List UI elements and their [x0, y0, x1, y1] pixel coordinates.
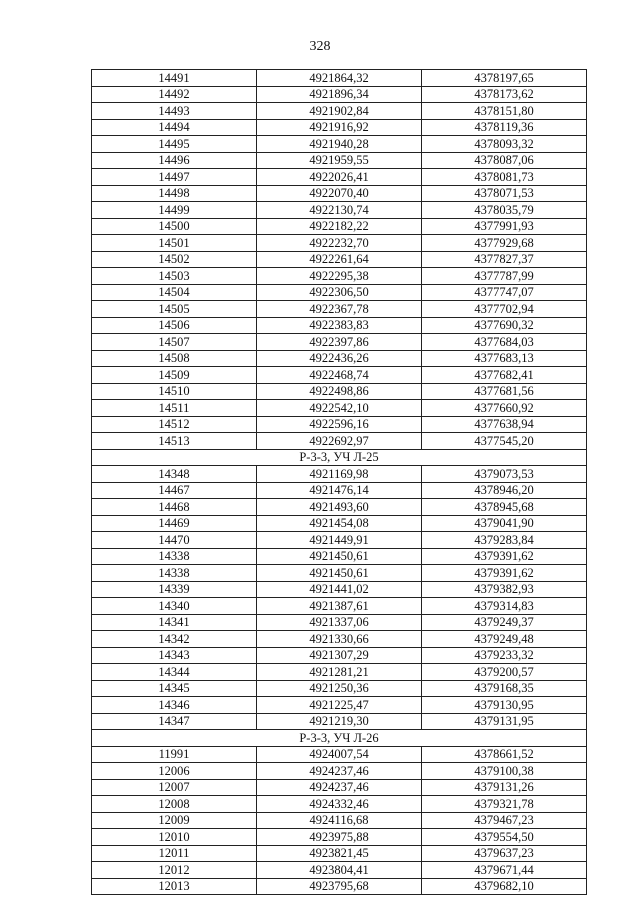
point-number-cell: 14343 [92, 647, 257, 664]
table-row [92, 268, 587, 285]
y-coordinate-cell: 4379314,83 [422, 598, 587, 615]
table-row [92, 614, 587, 631]
table-row [92, 136, 587, 153]
table-row [92, 119, 587, 136]
y-coordinate-cell: 4377683,13 [422, 350, 587, 367]
y-coordinate-cell: 4378946,20 [422, 482, 587, 499]
section-title: Р-3-3, УЧ Л-25 [92, 449, 587, 466]
x-coordinate-cell: 4921916,92 [257, 119, 422, 136]
x-coordinate-cell: 4924007,54 [257, 746, 422, 763]
x-coordinate-cell: 4922261,64 [257, 251, 422, 268]
point-number-cell: 14467 [92, 482, 257, 499]
point-number-cell: 14348 [92, 466, 257, 483]
table-row [92, 152, 587, 169]
x-coordinate-cell: 4922070,40 [257, 185, 422, 202]
x-coordinate-cell: 4924332,46 [257, 796, 422, 813]
y-coordinate-cell: 4378945,68 [422, 499, 587, 516]
y-coordinate-cell: 4377702,94 [422, 301, 587, 318]
x-coordinate-cell: 4922182,22 [257, 218, 422, 235]
point-number-cell: 14510 [92, 383, 257, 400]
table-row [92, 169, 587, 186]
y-coordinate-cell: 4377681,56 [422, 383, 587, 400]
y-coordinate-cell: 4378093,32 [422, 136, 587, 153]
table-row [92, 400, 587, 417]
point-number-cell: 14505 [92, 301, 257, 318]
point-number-cell: 14494 [92, 119, 257, 136]
point-number-cell: 14508 [92, 350, 257, 367]
point-number-cell: 14511 [92, 400, 257, 417]
table-row [92, 466, 587, 483]
table-row [92, 746, 587, 763]
coordinates-table-body [92, 70, 587, 895]
y-coordinate-cell: 4379168,35 [422, 680, 587, 697]
table-row [92, 367, 587, 384]
point-number-cell: 14346 [92, 697, 257, 714]
table-row [92, 103, 587, 120]
point-number-cell: 14493 [92, 103, 257, 120]
section-title: Р-3-3, УЧ Л-26 [92, 730, 587, 747]
y-coordinate-cell: 4377929,68 [422, 235, 587, 252]
y-coordinate-cell: 4379233,32 [422, 647, 587, 664]
point-number-cell: 14339 [92, 581, 257, 598]
point-number-cell: 14506 [92, 317, 257, 334]
x-coordinate-cell: 4923795,68 [257, 878, 422, 895]
table-row [92, 796, 587, 813]
x-coordinate-cell: 4923804,41 [257, 862, 422, 879]
x-coordinate-cell: 4924237,46 [257, 779, 422, 796]
y-coordinate-cell: 4379283,84 [422, 532, 587, 549]
y-coordinate-cell: 4377787,99 [422, 268, 587, 285]
point-number-cell: 14344 [92, 664, 257, 681]
y-coordinate-cell: 4377991,93 [422, 218, 587, 235]
y-coordinate-cell: 4379249,48 [422, 631, 587, 648]
table-row [92, 334, 587, 351]
y-coordinate-cell: 4379041,90 [422, 515, 587, 532]
y-coordinate-cell: 4379131,26 [422, 779, 587, 796]
x-coordinate-cell: 4924116,68 [257, 812, 422, 829]
point-number-cell: 14342 [92, 631, 257, 648]
point-number-cell: 14500 [92, 218, 257, 235]
point-number-cell: 14498 [92, 185, 257, 202]
table-row [92, 433, 587, 450]
point-number-cell: 12012 [92, 862, 257, 879]
point-number-cell: 14497 [92, 169, 257, 186]
y-coordinate-cell: 4378197,65 [422, 70, 587, 87]
x-coordinate-cell: 4923975,88 [257, 829, 422, 846]
y-coordinate-cell: 4379554,50 [422, 829, 587, 846]
y-coordinate-cell: 4378071,53 [422, 185, 587, 202]
table-row [92, 779, 587, 796]
x-coordinate-cell: 4921281,21 [257, 664, 422, 681]
table-row [92, 763, 587, 780]
table-row [92, 251, 587, 268]
point-number-cell: 14492 [92, 86, 257, 103]
point-number-cell: 14341 [92, 614, 257, 631]
point-number-cell: 14507 [92, 334, 257, 351]
x-coordinate-cell: 4921864,32 [257, 70, 422, 87]
point-number-cell: 14512 [92, 416, 257, 433]
y-coordinate-cell: 4377545,20 [422, 433, 587, 450]
table-row [92, 664, 587, 681]
point-number-cell: 14340 [92, 598, 257, 615]
table-row [92, 86, 587, 103]
y-coordinate-cell: 4377690,32 [422, 317, 587, 334]
x-coordinate-cell: 4921959,55 [257, 152, 422, 169]
point-number-cell: 14469 [92, 515, 257, 532]
point-number-cell: 12013 [92, 878, 257, 895]
x-coordinate-cell: 4921219,30 [257, 713, 422, 730]
point-number-cell: 12009 [92, 812, 257, 829]
table-row [92, 301, 587, 318]
x-coordinate-cell: 4921476,14 [257, 482, 422, 499]
table-row [92, 515, 587, 532]
point-number-cell: 11991 [92, 746, 257, 763]
page-number: 328 [309, 39, 331, 54]
x-coordinate-cell: 4924237,46 [257, 763, 422, 780]
x-coordinate-cell: 4921454,08 [257, 515, 422, 532]
table-row [92, 829, 587, 846]
x-coordinate-cell: 4921337,06 [257, 614, 422, 631]
x-coordinate-cell: 4922130,74 [257, 202, 422, 219]
table-row [92, 878, 587, 895]
point-number-cell: 12011 [92, 845, 257, 862]
table-row [92, 631, 587, 648]
table-row [92, 812, 587, 829]
y-coordinate-cell: 4378119,36 [422, 119, 587, 136]
y-coordinate-cell: 4379131,95 [422, 713, 587, 730]
x-coordinate-cell: 4922692,97 [257, 433, 422, 450]
point-number-cell: 14347 [92, 713, 257, 730]
y-coordinate-cell: 4379467,23 [422, 812, 587, 829]
point-number-cell: 12008 [92, 796, 257, 813]
y-coordinate-cell: 4379321,78 [422, 796, 587, 813]
point-number-cell: 14509 [92, 367, 257, 384]
x-coordinate-cell: 4921449,91 [257, 532, 422, 549]
x-coordinate-cell: 4922498,86 [257, 383, 422, 400]
point-number-cell: 14501 [92, 235, 257, 252]
y-coordinate-cell: 4379637,23 [422, 845, 587, 862]
table-row [92, 845, 587, 862]
table-row [92, 532, 587, 549]
table-row [92, 647, 587, 664]
y-coordinate-cell: 4377682,41 [422, 367, 587, 384]
point-number-cell: 14470 [92, 532, 257, 549]
x-coordinate-cell: 4921307,29 [257, 647, 422, 664]
point-number-cell: 12006 [92, 763, 257, 780]
section-header-row [92, 730, 587, 747]
table-row [92, 565, 587, 582]
table-row [92, 235, 587, 252]
table-row [92, 598, 587, 615]
x-coordinate-cell: 4921450,61 [257, 548, 422, 565]
section-header-row [92, 449, 587, 466]
x-coordinate-cell: 4921330,66 [257, 631, 422, 648]
x-coordinate-cell: 4922295,38 [257, 268, 422, 285]
table-row [92, 218, 587, 235]
y-coordinate-cell: 4378173,62 [422, 86, 587, 103]
point-number-cell: 14345 [92, 680, 257, 697]
table-row [92, 350, 587, 367]
x-coordinate-cell: 4922436,26 [257, 350, 422, 367]
x-coordinate-cell: 4921169,98 [257, 466, 422, 483]
y-coordinate-cell: 4379200,57 [422, 664, 587, 681]
x-coordinate-cell: 4921387,61 [257, 598, 422, 615]
point-number-cell: 14468 [92, 499, 257, 516]
y-coordinate-cell: 4377638,94 [422, 416, 587, 433]
table-row [92, 581, 587, 598]
x-coordinate-cell: 4921940,28 [257, 136, 422, 153]
y-coordinate-cell: 4377660,92 [422, 400, 587, 417]
point-number-cell: 14502 [92, 251, 257, 268]
y-coordinate-cell: 4378661,52 [422, 746, 587, 763]
y-coordinate-cell: 4379391,62 [422, 565, 587, 582]
y-coordinate-cell: 4378081,73 [422, 169, 587, 186]
table-row [92, 70, 587, 87]
table-row [92, 482, 587, 499]
x-coordinate-cell: 4922367,78 [257, 301, 422, 318]
x-coordinate-cell: 4922383,83 [257, 317, 422, 334]
x-coordinate-cell: 4921493,60 [257, 499, 422, 516]
y-coordinate-cell: 4379682,10 [422, 878, 587, 895]
table-row [92, 862, 587, 879]
y-coordinate-cell: 4377747,07 [422, 284, 587, 301]
point-number-cell: 14495 [92, 136, 257, 153]
point-number-cell: 14504 [92, 284, 257, 301]
y-coordinate-cell: 4379249,37 [422, 614, 587, 631]
table-row [92, 548, 587, 565]
table-row [92, 416, 587, 433]
y-coordinate-cell: 4379130,95 [422, 697, 587, 714]
x-coordinate-cell: 4921250,36 [257, 680, 422, 697]
x-coordinate-cell: 4922596,16 [257, 416, 422, 433]
y-coordinate-cell: 4379073,53 [422, 466, 587, 483]
point-number-cell: 12007 [92, 779, 257, 796]
table-row [92, 284, 587, 301]
y-coordinate-cell: 4379100,38 [422, 763, 587, 780]
x-coordinate-cell: 4921225,47 [257, 697, 422, 714]
x-coordinate-cell: 4922232,70 [257, 235, 422, 252]
table-row [92, 202, 587, 219]
point-number-cell: 12010 [92, 829, 257, 846]
x-coordinate-cell: 4921450,61 [257, 565, 422, 582]
table-row [92, 383, 587, 400]
point-number-cell: 14503 [92, 268, 257, 285]
y-coordinate-cell: 4378151,80 [422, 103, 587, 120]
point-number-cell: 14496 [92, 152, 257, 169]
table-row [92, 680, 587, 697]
coordinates-table [91, 69, 587, 895]
y-coordinate-cell: 4379391,62 [422, 548, 587, 565]
x-coordinate-cell: 4921902,84 [257, 103, 422, 120]
x-coordinate-cell: 4921896,34 [257, 86, 422, 103]
x-coordinate-cell: 4922306,50 [257, 284, 422, 301]
x-coordinate-cell: 4922542,10 [257, 400, 422, 417]
table-row [92, 697, 587, 714]
table-row [92, 317, 587, 334]
point-number-cell: 14338 [92, 548, 257, 565]
x-coordinate-cell: 4922026,41 [257, 169, 422, 186]
y-coordinate-cell: 4379671,44 [422, 862, 587, 879]
table-row [92, 185, 587, 202]
y-coordinate-cell: 4377684,03 [422, 334, 587, 351]
y-coordinate-cell: 4377827,37 [422, 251, 587, 268]
y-coordinate-cell: 4378035,79 [422, 202, 587, 219]
table-row [92, 499, 587, 516]
x-coordinate-cell: 4922397,86 [257, 334, 422, 351]
y-coordinate-cell: 4379382,93 [422, 581, 587, 598]
point-number-cell: 14499 [92, 202, 257, 219]
x-coordinate-cell: 4923821,45 [257, 845, 422, 862]
point-number-cell: 14338 [92, 565, 257, 582]
table-row [92, 713, 587, 730]
y-coordinate-cell: 4378087,06 [422, 152, 587, 169]
point-number-cell: 14513 [92, 433, 257, 450]
point-number-cell: 14491 [92, 70, 257, 87]
x-coordinate-cell: 4922468,74 [257, 367, 422, 384]
x-coordinate-cell: 4921441,02 [257, 581, 422, 598]
